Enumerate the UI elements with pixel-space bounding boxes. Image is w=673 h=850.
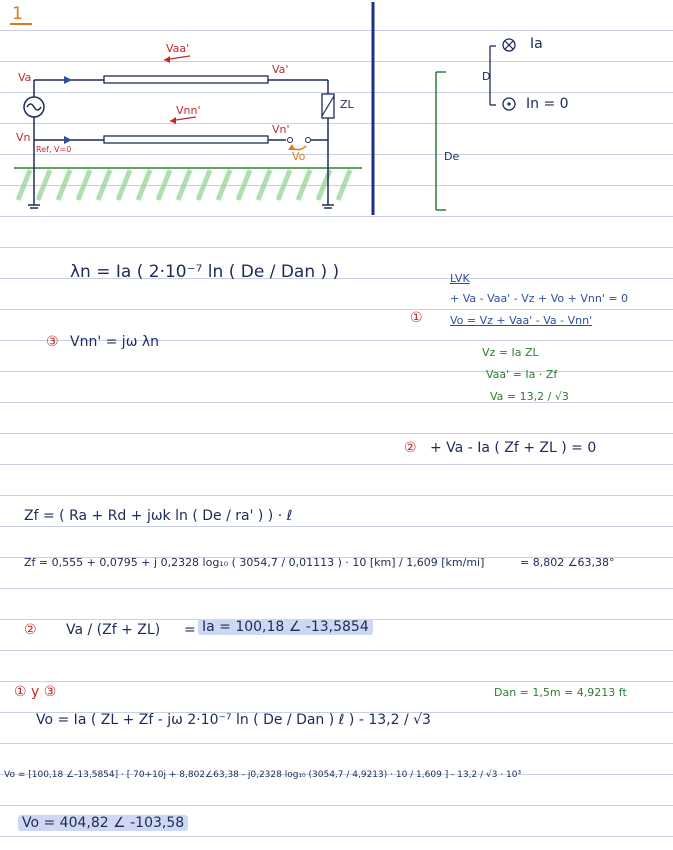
dan-value: Dan = 1,5m = 4,9213 ft (494, 686, 627, 699)
kvl-number: ② (404, 440, 417, 456)
lambda-equation: λn = Ia ( 2·10⁻⁷ ln ( De / Dan ) ) (70, 262, 340, 282)
ground-hatch (18, 170, 350, 200)
kvl-equation: + Va - Ia ( Zf + ZL ) = 0 (430, 440, 597, 456)
ia-result: Ia = 100,18 ∠ -13,5854 (198, 619, 373, 635)
vaa-equation: Vaa' = Ia · Zf (486, 368, 558, 381)
line-a-impedance (104, 76, 268, 83)
ia-equals: = (184, 622, 196, 638)
line-n-impedance (104, 136, 268, 143)
in-zero-label: In = 0 (526, 96, 569, 112)
vaa-label: Vaa' (166, 42, 190, 55)
ref-label: Ref, V=0 (36, 145, 72, 154)
vo-label: Vo (292, 150, 306, 163)
ia-eq-number: ② (24, 622, 37, 638)
vo-expression: Vo = Ia ( ZL + Zf - jω 2·10⁻⁷ ln ( De / Dan ) ℓ ) - 13,2 / √3 (36, 712, 431, 728)
zl-label: ZL (340, 98, 354, 111)
zf-calculation: Zf = 0,555 + 0,0795 + j 0,2328 log₁₀ ( 3054,7 / 0,01113 ) · 10 [km] / 1,609 [km/mi] (24, 556, 485, 569)
vz-equation: Vz = Ia ZL (482, 346, 539, 359)
zf-definition: Zf = ( Ra + Rd + jωk ln ( De / ra' ) ) · ℓ (24, 508, 293, 524)
vn-label: Vn (16, 131, 31, 144)
va-prime-label: Va' (272, 63, 289, 76)
page-number: 1 (12, 4, 23, 24)
lvk-line2: Vo = Vz + Vaa' - Va - Vnn' (450, 314, 593, 327)
va-label: Va (18, 71, 32, 84)
vnn-prime-label: Vnn' (176, 104, 201, 117)
circuit-diagram (0, 0, 673, 230)
lvk-line1: + Va - Vaa' - Vz + Vo + Vnn' = 0 (450, 292, 629, 305)
va-equation: Va = 13,2 / √3 (490, 390, 569, 403)
combined-label: ① y ③ (14, 684, 57, 700)
lvk-title: LVK (450, 272, 470, 285)
zf-result: = 8,802 ∠63,38° (520, 556, 615, 569)
vn-prime-label: Vn' (272, 123, 290, 136)
ia-fraction: Va / (Zf + ZL) (66, 622, 161, 638)
eq3-number: ③ (46, 334, 59, 350)
vo-numeric: Vo = [100,18 ∠-13,5854] · [ 70+10j + 8,802∠63,38 - j0,2328 log₁₀ (3054,7 / 4,9213) · 10 / 1,609 ] - 13,2 / √3 · 10³ (4, 770, 522, 780)
vo-result: Vo = 404,82 ∠ -103,58 (18, 815, 188, 831)
lvk-number: ① (410, 310, 423, 326)
eq3-text: Vnn' = jω λn (70, 334, 160, 350)
de-label: De (444, 150, 460, 163)
ia-label: Ia (530, 36, 543, 52)
d-label: D (482, 70, 491, 83)
